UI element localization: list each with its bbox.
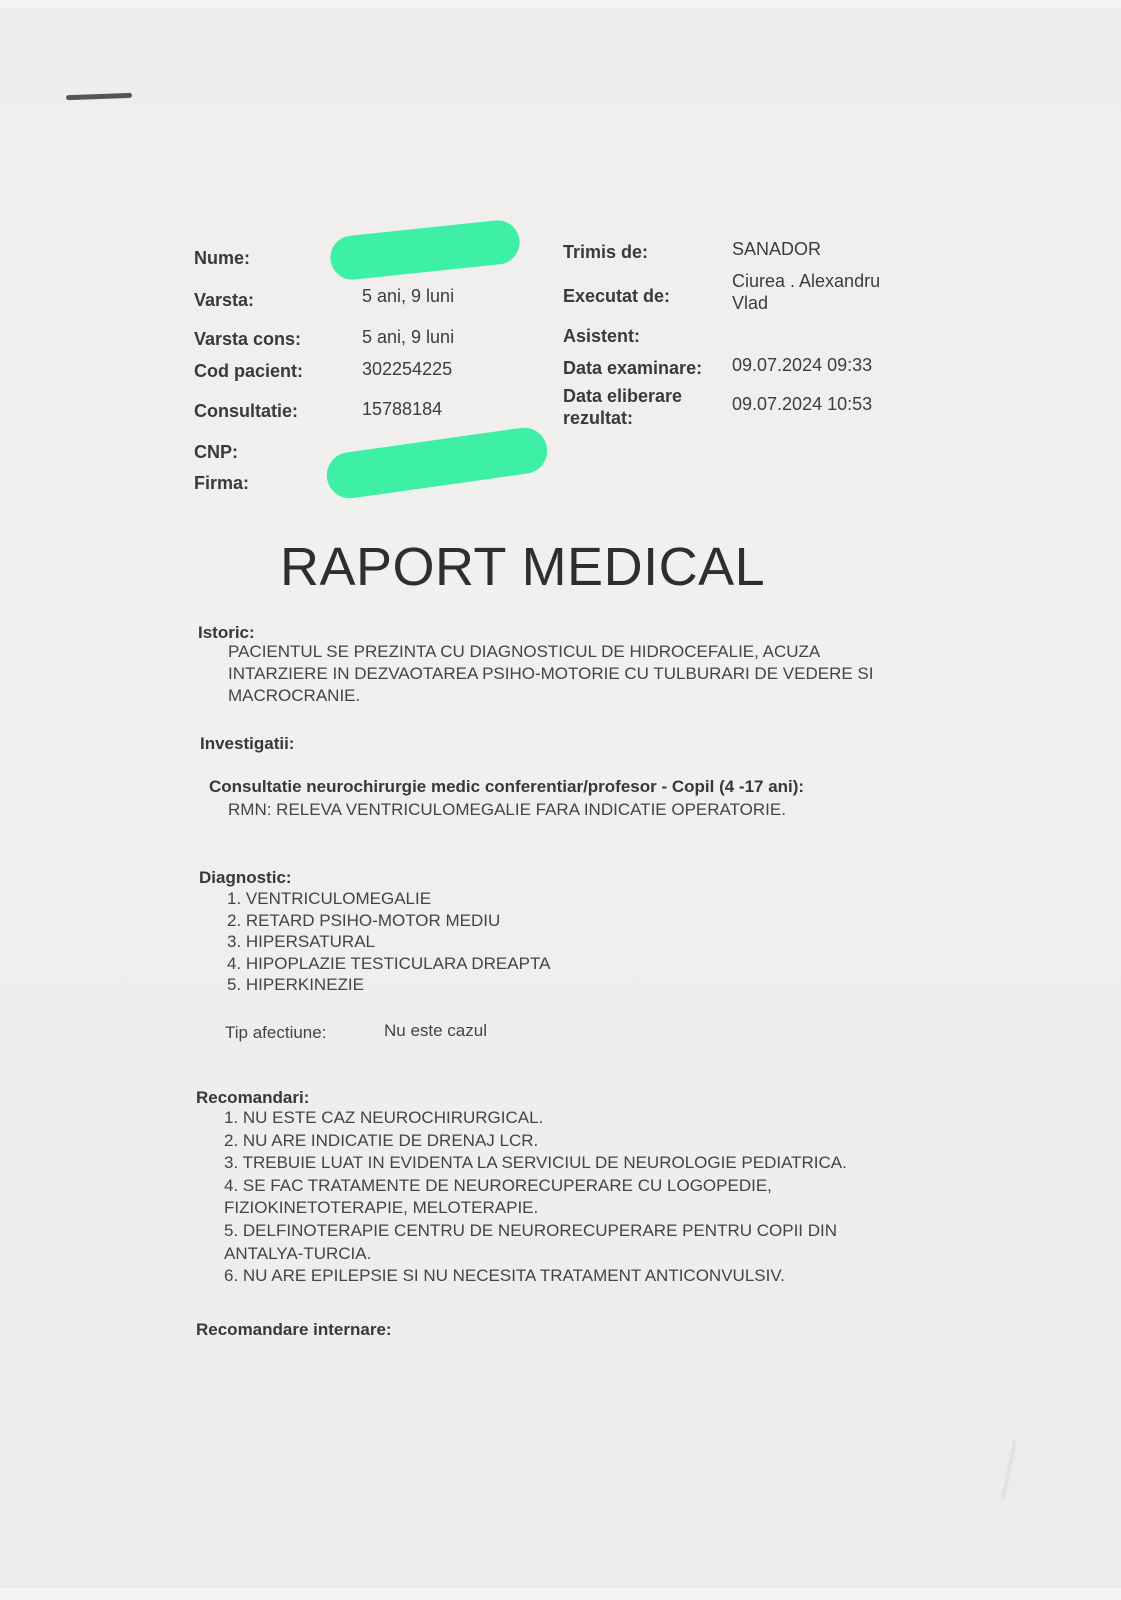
recomandare-line: 4. SE FAC TRATAMENTE DE NEURORECUPERARE CU LOGOPEDIE,: [224, 1175, 772, 1195]
label-varsta: Varsta:: [194, 290, 255, 310]
tip-afectiune-label: Tip afectiune:: [225, 1023, 327, 1042]
label-trimis-de: Trimis de:: [563, 242, 649, 262]
document-page: [0, 8, 1121, 1588]
value-executat-de-line1: Ciurea . Alexandru: [732, 271, 881, 291]
recomandare-line: FIZIOKINETOTERAPIE, MELOTERAPIE.: [224, 1198, 539, 1218]
recomandare-line: 2. NU ARE INDICATIE DE DRENAJ LCR.: [224, 1130, 539, 1150]
tip-afectiune-value: Nu este cazul: [384, 1021, 487, 1040]
recomandari-list: [224, 1107, 847, 1288]
diagnostic-list: [227, 888, 550, 996]
istoric-line: INTARZIERE IN DEZVAOTAREA PSIHO-MOTORIE CU TULBURARI DE VEDERE SI: [228, 664, 874, 683]
value-varsta-cons: 5 ani, 9 luni: [362, 327, 455, 347]
label-cod-pacient: Cod pacient:: [194, 361, 304, 381]
label-data-eliberare-line1: Data eliberare: [563, 386, 683, 406]
recomandare-internare-heading: Recomandare internare:: [196, 1320, 392, 1339]
recomandare-line: 5. DELFINOTERAPIE CENTRU DE NEURORECUPERARE PENTRU COPII DIN: [224, 1220, 838, 1240]
value-consultatie: 15788184: [362, 399, 443, 419]
investigatii-heading: Investigatii:: [200, 734, 295, 753]
istoric-text: [228, 641, 873, 707]
value-data-examinare: 09.07.2024 09:33: [732, 355, 873, 375]
label-executat-de: Executat de:: [563, 286, 671, 306]
recomandare-line: 1. NU ESTE CAZ NEUROCHIRURGICAL.: [224, 1108, 544, 1127]
value-cod-pacient: 302254225: [362, 359, 453, 379]
label-cnp: CNP:: [194, 442, 238, 462]
istoric-line: MACROCRANIE.: [228, 686, 361, 705]
label-nume: Nume:: [194, 248, 251, 268]
diagnostic-item: 3. HIPERSATURAL: [227, 932, 376, 951]
recomandari-heading: Recomandari:: [196, 1088, 310, 1107]
value-data-eliberare: 09.07.2024 10:53: [732, 394, 873, 414]
label-varsta-cons: Varsta cons:: [194, 329, 302, 349]
label-data-eliberare-line2: rezultat:: [563, 408, 634, 428]
value-executat-de-line2: Vlad: [732, 293, 769, 313]
diagnostic-item: 2. RETARD PSIHO-MOTOR MEDIU: [227, 910, 501, 930]
label-firma: Firma:: [194, 473, 250, 493]
label-consultatie: Consultatie:: [194, 401, 299, 421]
istoric-heading: Istoric:: [198, 623, 255, 642]
investigatii-text: RMN: RELEVA VENTRICULOMEGALIE FARA INDICATIE OPERATORIE.: [228, 800, 786, 819]
recomandare-line: ANTALYA-TURCIA.: [224, 1243, 372, 1263]
label-asistent: Asistent:: [563, 326, 641, 346]
value-varsta: 5 ani, 9 luni: [362, 286, 455, 306]
value-trimis-de: SANADOR: [732, 239, 822, 259]
investigatii-subheading: Consultatie neurochirurgie medic conferentiar/profesor - Copil (4 -17 ani):: [209, 777, 805, 796]
recomandare-line: 6. NU ARE EPILEPSIE SI NU NECESITA TRATAMENT ANTICONVULSIV.: [224, 1266, 785, 1286]
diagnostic-item: 5. HIPERKINEZIE: [227, 975, 364, 994]
label-data-examinare: Data examinare:: [563, 358, 703, 378]
recomandare-line: 3. TREBUIE LUAT IN EVIDENTA LA SERVICIUL DE NEUROLOGIE PEDIATRICA.: [224, 1153, 847, 1173]
istoric-line: PACIENTUL SE PREZINTA CU DIAGNOSTICUL DE HIDROCEFALIE, ACUZA: [228, 642, 821, 661]
report-title: RAPORT MEDICAL: [280, 537, 766, 597]
diagnostic-item: 1. VENTRICULOMEGALIE: [227, 889, 432, 908]
diagnostic-heading: Diagnostic:: [199, 868, 292, 887]
diagnostic-item: 4. HIPOPLAZIE TESTICULARA DREAPTA: [227, 953, 551, 973]
